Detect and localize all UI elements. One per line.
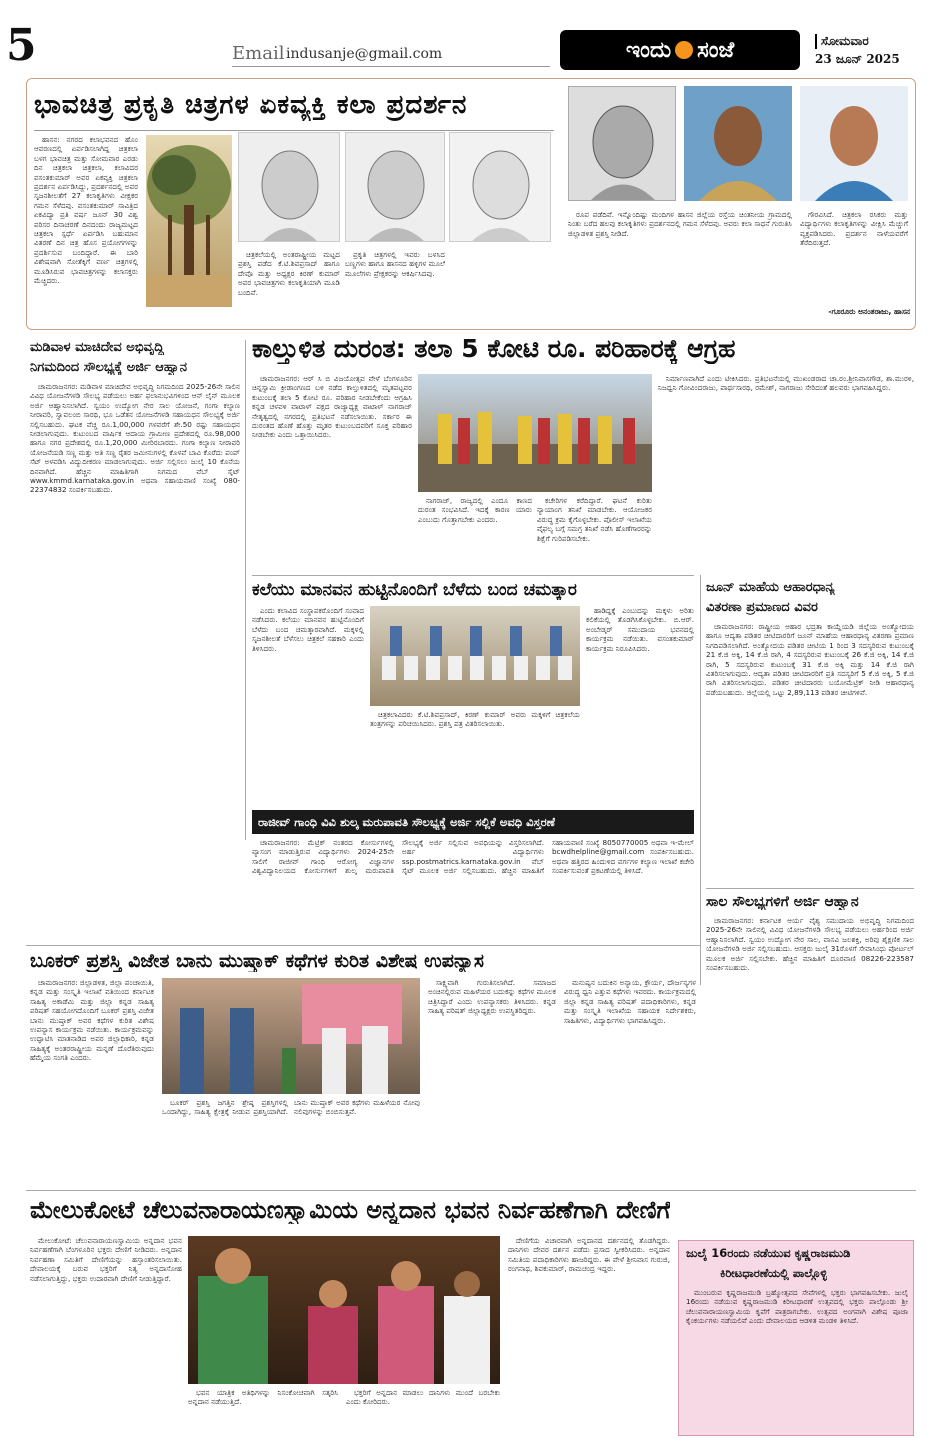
booker-col-far <box>564 978 696 1168</box>
portrait-sketch-2 <box>345 132 445 242</box>
kaleya-col-left <box>252 606 364 806</box>
kaleya-col-right <box>586 606 694 806</box>
booker-col-right <box>428 978 556 1168</box>
portrait-sketch-4 <box>568 86 676 201</box>
art-story-text-3: ಪ್ರಕೃತಿ ಚಿತ್ರಗಳಲ್ಲಿ ಇವರು ಬಳಸಿದ ಬಣ್ಣಗಳು ಹಾಗೂ ಹಾಸನದ ಹಳ್ಳಿಗಳ ಮೂಲೆ ಮೂಲೆಗಳು ಪ್ರೇಕ್ಷಕರನ್ನು ಆಕರ್ಷಿಸಿದವು. <box>345 250 445 278</box>
portrait-photo-2 <box>800 86 908 201</box>
art-story-text-2: ಚಿತ್ರಕಲೆಯಲ್ಲಿ ಅಂತರಾಷ್ಟ್ರೀಯ ಮಟ್ಟದ ಪ್ರಶಸ್ತಿ ಪಡೆದ ಕೆ.ಟಿ.ಶಿವಪ್ರಸಾದ್ ಹಾಗೂ ದೇವೊ ಮತ್ತು ಅಧ್ಯಕ್ಷರ ಕಿರಣ್ ಕುಮಾರ್ ಅವರ ಭಾವಚಿತ್ರಗಳು ಕಲಾಕೃತಿಯಾಗಿ ಮೂಡಿ ಬಂದಿವೆ. <box>238 250 340 297</box>
kaleya-headline: ಕಲೆಯು ಮಾನವನ ಹುಟ್ಟಿನೊಂದಿಗೆ ಬೆಳೆದು ಬಂದ ಚಮತ್ಕಾರ <box>252 580 577 600</box>
rajiv-headline-bar <box>252 810 694 834</box>
june-ration-headline-1: ಜೂನ್ ಮಾಹೆಯ ಆಹಾರಧಾನ್ಯ <box>706 580 835 595</box>
rajiv-body <box>252 838 694 948</box>
melukote-text-left: ಮೇಲುಕೋಟೆ: ಚೆಲುವನಾರಾಯಣಸ್ವಾಮಿಯ ಅನ್ನದಾನ ಭವನ ನಿರ್ವಹಣೆಗಾಗಿ ಬೆಂಗಳೂರಿನ ಭಕ್ತರು ದೇಣಿಗೆ ನೀಡಿದರು. ಅನ್ನದಾನ ನಿರ್ವಹಣಾ ಸಮಿತಿಗೆ ದೇಣಿಗೆಯನ್ನು ಹಸ್ತಾಂತರಿಸಲಾಯಿತು. ದೇವಾಲಯಕ್ಕೆ ಬರುವ ಭಕ್ತರಿಗೆ ನಿತ್ಯ ಅನ್ನದಾಸೋಹ ನಡೆಸಲಾಗುತ್ತಿದ್ದು, ಭಕ್ತರು ಉದಾರವಾಗಿ ದೇಣಿಗೆ ನೀಡುತ್ತಿದ್ದಾರೆ. <box>30 1236 182 1283</box>
sala-headline: ಸಾಲ ಸೌಲಭ್ಯಗಳಿಗೆ ಅರ್ಜಿ ಆಹ್ವಾನ <box>706 894 859 910</box>
kalthuleetha-text-right: ನಿರ್ಮಾಣವಾಗಿದೆ ಎಂದು ಟೀಕಿಸಿದರು. ಪ್ರತಿಭಟನೆಯಲ್ಲಿ ಮುಖಂಡರಾದ ಚಾ.ರಂ.ಶ್ರೀನಿವಾಸಗೌಡ, ಶಾ.ಮುರಳಿ, ನಿಜಧ್ವನಿ ಗೋವಿಂದರಾಜು, ಪಾರ್ಥಸಾರಥಿ, ರಮೇಶ್, ನಾಗರಾಜು ಸೇರಿದಂತೆ ಹಲವರು ಭಾಗವಹಿಸಿದ್ದರು. <box>658 374 914 393</box>
logo-sun-icon <box>675 41 693 59</box>
art-story-col-2 <box>238 250 340 326</box>
june-ration-text: ಚಾಮರಾಜನಗರ: ರಾಷ್ಟ್ರೀಯ ಆಹಾರ ಭದ್ರತಾ ಕಾಯ್ದೆಯಡಿ ಜಿಲ್ಲೆಯ ಅಂತ್ಯೋದಯ ಹಾಗೂ ಆದ್ಯತಾ ಪಡಿತರ ಚೀಟಿದಾರರಿಗೆ ಜೂನ್ ಮಾಹೆಯ ಆಹಾರಧಾನ್ಯ ವಿತರಣಾ ಪ್ರಮಾಣ ನಿಗದಿಪಡಿಸಲಾಗಿದೆ. ಅಂತ್ಯೋದಯ ಪಡಿತರ ಚೀಟಿಯ 1 ರಿಂದ 3 ಸದಸ್ಯರಿರುವ ಕುಟುಂಬಕ್ಕೆ 21 ಕೆ.ಜಿ ಅಕ್ಕಿ, 14 ಕೆ.ಜಿ ರಾಗಿ, 4 ಸದಸ್ಯರಿರುವ ಕುಟುಂಬಕ್ಕೆ 26 ಕೆ.ಜಿ ಅಕ್ಕಿ, 14 ಕೆ.ಜಿ ರಾಗಿ, 5 ಸದಸ್ಯರಿರುವ ಕುಟುಂಬಕ್ಕೆ 31 ಕೆ.ಜಿ ಅಕ್ಕಿ ಮತ್ತು 14 ಕೆ.ಜಿ ರಾಗಿ ವಿತರಿಸಲಾಗುವುದು. ಆದ್ಯತಾ ಪಡಿತರ ಚೀಟಿದಾರರಿಗೆ ಪ್ರತಿ ಸದಸ್ಯರಿಗೆ 5 ಕೆ.ಜಿ ಅಕ್ಕಿ, 5 ಕೆ.ಜಿ ರಾಗಿ ವಿತರಿಸಲಾಗುವುದು. ಪಡಿತರ ಚೀಟಿದಾರರು ಬಯೋಮೆಟ್ರಿಕ್ ನೀಡಿ ಆಹಾರಧಾನ್ಯ ಪಡೆಯಬಹುದು. ಜಿಲ್ಲೆಯಲ್ಲಿ ಒಟ್ಟು 2,89,113 ಪಡಿತರ ಚೀಟಿಗಳಿವೆ. <box>706 622 914 697</box>
melukote-donation-photo <box>188 1236 500 1384</box>
sala-text: ಚಾಮರಾಜನಗರ: ಕರ್ನಾಟಕ ಆರ್ಯ ವೈಶ್ಯ ಸಮುದಾಯ ಅಭಿವೃದ್ಧಿ ನಿಗಮದಿಂದ 2025-26ನೇ ಸಾಲಿನಲ್ಲಿ ವಿವಿಧ ಯೋಜನೆಗಳಡಿ ಸೌಲಭ್ಯ ಪಡೆಯಲು ಅರ್ಹರಿಂದ ಅರ್ಜಿ ಆಹ್ವಾನಿಸಲಾಗಿದೆ. ಸ್ವಯಂ ಉದ್ಯೋಗ ನೇರ ಸಾಲ, ವಾಸವಿ ಜಲಶಕ್ತಿ, ಅರಿವು ಶೈಕ್ಷಣಿಕ ಸಾಲ ಯೋಜನೆಗಳಡಿ ಅರ್ಜಿ ಸಲ್ಲಿಸಬಹುದು. ಆಸಕ್ತರು ಜುಲೈ 31ರೊಳಗೆ ಸೇವಾಸಿಂಧು ಪೋರ್ಟಲ್ ಮೂಲಕ ಅರ್ಜಿ ಸಲ್ಲಿಸಬೇಕು. ಹೆಚ್ಚಿನ ಮಾಹಿತಿಗೆ ದೂರವಾಣಿ 08226-223587 ಸಂಪರ್ಕಿಸಬಹುದು. <box>706 916 914 973</box>
kalthuleetha-text-mid: ಕಚೇರಿಗಳ ಕರೆದಿದ್ದಾರೆ. ಘಟನೆ ಕುರಿತು ನ್ಯಾಯಾಂಗ ತನಿಖೆ ಮಾಡಬೇಕು. ಆಯೋಜಕರ ವಿರುದ್ಧ ಕ್ರಮ ಕೈಗೊಳ್ಳಬೇಕು. ಪೊಲೀಸ್ ಇಲಾಖೆಯ ವೈಫಲ್ಯ ಬಗ್ಗೆ ಸಮಗ್ರ ತನಿಖೆ ನಡೆಸಿ ಹೊಣೆಗಾರರನ್ನು ಶಿಕ್ಷೆಗೆ ಗುರಿಪಡಿಸಬೇಕು. <box>537 496 652 543</box>
art-story-col-1 <box>34 135 138 325</box>
booker-event-photo <box>162 978 420 1094</box>
art-story-text-1: ಹಾಸನ: ನಗರದ ಕಲಾಭವನದ ಹೊಂ ಆವರಣದಲ್ಲಿ ಏರ್ಪಡಿಸಲಾಗಿದ್ದ ಚಿತ್ರಕಲಾ ಬಳಗ ಭಾವಚಿತ್ರ ಮತ್ತು ಸೋಮವಾರ ಎರಡು ದಿನ ಚಿತ್ರಕಲಾ ಚಿತ್ರಕಲಾ, ಕಲಾವಿದರ ವಸಂತಕುಮಾರ್ ಅವರ ಏಕವ್ಯಕ್ತಿ ಚಿತ್ರಕಲಾ ಪ್ರದರ್ಶನ ಏರ್ಪಡಿಸಿದ್ದು, ಪ್ರದರ್ಶನದಲ್ಲಿ ಅವರ ಸೃಜನಶೀಲತೆಗೆ 27 ಕಲಾಕೃತಿಗಳು ವೀಕ್ಷಕರ ಗಮನ ಸೆಳೆದವು. ವಸಂತಕುಮಾರ್ ಸಾವಿತ್ರಿದ ಏಕವಿದ್ಯಾ ಪ್ರತಿ ವರ್ಷ ಜೂನ್ 30 ವಿಶ್ವ ಪರಿಸರ ದಿನಾಚರಣೆ ದಿನದಂದು ರಾಜ್ಯಮಟ್ಟದ ಚಿತ್ರಕಲಾ ಸ್ಪರ್ಧೆ ಏರ್ಪಡಿಸಿ ಬಹುಮಾನ ವಿತರಣೆ ದಿನ ಚಿತ್ರ ಹೊಸ ಪ್ರಯೋಗಗಳನ್ನು ಪ್ರದರ್ಶಿಸುವ ಬಂದಿದ್ದಾರೆ. ಈ ಬಾರಿ ವಿಶೇಷವಾಗಿ ಸೋತೆಕ್ಕಿಗೆ ವರ್ಣ ಚಿತ್ರಗಳಲ್ಲಿ ಮೂಡಿಸಿರುವ ಭಾವಚಿತ್ರಗಳನ್ನು ಕಲಾಸಕ್ತರು ಮೆಚ್ಚಿದರು. <box>34 135 138 286</box>
madivala-headline-2: ನಿಗಮದಿಂದ ಸೌಲಭ್ಯಕ್ಕೆ ಅರ್ಜಿ ಆಹ್ವಾನ <box>30 360 187 375</box>
june-ration-body <box>706 622 914 884</box>
art-story-headline: ಭಾವಚಿತ್ರ ಪ್ರಕೃತಿ ಚಿತ್ರಗಳ ಏಕವ್ಯಕ್ತಿ ಕಲಾ ಪ್ರದರ್ಶನ <box>34 90 468 120</box>
email-label: Email <box>232 43 285 64</box>
melukote-col-far <box>508 1236 670 1436</box>
portrait-sketch-1 <box>238 132 340 242</box>
masthead-logo <box>560 30 800 70</box>
art-story-text-5: ಗೌರವಿಸಿದೆ. ಚಿತ್ರಕಲಾ ರಸಿಕರು ಮತ್ತು ವಿದ್ಯಾರ್ಥಿಗಳು ಕಲಾಕೃತಿಗಳನ್ನು ವೀಕ್ಷಿಸಿ ಮೆಚ್ಚುಗೆ ವ್ಯಕ್ತಪಡಿಸಿದರು. ಪ್ರದರ್ಶನ ನಾಳೆಯವರೆಗೆ ತೆರೆದಿರುತ್ತದೆ. <box>800 210 908 248</box>
logo-text-left: ಇಂದು <box>625 37 672 63</box>
logo-text-right: ಸಂಜೆ <box>697 37 735 63</box>
kaleya-text-mid: ಚಿತ್ರಕಲಾವಿದರು ಕೆ.ಟಿ.ಶಿವಪ್ರಸಾದ್, ಕಿರಣ್ ಕುಮಾರ್ ಅವರು ಮಕ್ಕಳಿಗೆ ಚಿತ್ರಕಲೆಯ ತಂತ್ರಗಳನ್ನು ಪರಿಚಯಿಸಿದರು. ಪ್ರಶಸ್ತಿ ಪತ್ರ ವಿತರಿಸಲಾಯಿತು. <box>370 710 580 729</box>
kalthuleetha-col-mid <box>537 496 652 570</box>
melukote-text-right: ಭಕ್ತರಿಗೆ ಅನ್ನದಾನ ಮಾಡಲು ದಾನಿಗಳು ಮುಂದೆ ಬರಬೇಕು ಎಂದು ಕೋರಿದರು. <box>346 1388 500 1407</box>
july16-headline-1: ಜುಲೈ 16ರಂದು ನಡೆಯುವ ಕೃಷ್ಣರಾಜಮುಡಿ <box>686 1246 851 1260</box>
kalthuleetha-caption <box>418 496 532 570</box>
melukote-col-left <box>30 1236 182 1436</box>
june-ration-headline-2: ವಿತರಣಾ ಪ್ರಮಾಣದ ವಿವರ <box>706 600 818 615</box>
email-address: indusanje@gmail.com <box>286 46 443 62</box>
booker-text-far: ಮನುಷ್ಯನ ಬದುಕಿನ ಅನ್ಯಾಯ, ಕ್ರೌರ್ಯ, ದೌರ್ಜನ್ಯಗಳ ವಿರುದ್ಧ ಧ್ವನಿ ಎತ್ತುವ ಕಥೆಗಳು ಇವರದು. ಕಾರ್ಯಕ್ರಮದಲ್ಲಿ ಜಿಲ್ಲಾ ಕನ್ನಡ ಸಾಹಿತ್ಯ ಪರಿಷತ್ ಪದಾಧಿಕಾರಿಗಳು, ಕನ್ನಡ ಮತ್ತು ಸಂಸ್ಕೃತಿ ಇಲಾಖೆಯ ಸಹಾಯಕ ನಿರ್ದೇಶಕರು, ಸಾಹಿತಿಗಳು, ವಿದ್ಯಾರ್ಥಿಗಳು ಭಾಗವಹಿಸಿದ್ದರು. <box>564 978 696 1025</box>
art-story-col-3 <box>345 250 445 326</box>
booker-text-mid: ಬೂಕರ್ ಪ್ರಶಸ್ತಿ ಜಗತ್ತಿನ ಶ್ರೇಷ್ಠ ಪ್ರಶಸ್ತಿಗಳಲ್ಲಿ ಒಂದಾಗಿದ್ದು, ಸಾಹಿತ್ಯ ಕ್ಷೇತ್ರಕ್ಕೆ ನೀಡುವ ಪ್ರಶಸ್ತಿಯಾಗಿದೆ. ಬಾನು ಮುಷ್ತಾಕ್ ಅವರ ಕಥೆಗಳು ಮಹಿಳೆಯರ ನೋವು ನಲಿವುಗಳನ್ನು ಬಿಂಬಿಸುತ್ತವೆ. <box>162 1098 420 1117</box>
portrait-sketch-3 <box>449 132 551 242</box>
weekday: ಸೋಮವಾರ <box>815 34 869 49</box>
melukote-col-mid <box>188 1388 338 1436</box>
page-number: 5 <box>6 20 37 71</box>
sala-body <box>706 916 914 1186</box>
melukote-text-mid: ಭವನ ಯಾತ್ರಿಕ ಅತಿಥಿಗಳನ್ನು ನಿಸಂಕೋಚವಾಗಿ ಸತ್ಕರಿಸಿ ಅನ್ನದಾನ ನಡೆಯುತ್ತಿದೆ. <box>188 1388 338 1407</box>
kalthuleetha-headline: ಕಾಲ್ತುಳಿತ ದುರಂತ: ತಲಾ 5 ಕೋಟಿ ರೂ. ಪರಿಹಾರಕ್ಕೆ ಆಗ್ರಹ <box>252 334 736 363</box>
booker-col-mid <box>162 1098 420 1168</box>
portrait-photo-1 <box>684 86 792 201</box>
kalthuleetha-col-left <box>252 374 412 570</box>
rajiv-headline: ರಾಜೀವ್ ಗಾಂಧಿ ವಿವಿ ಶುಲ್ಕ ಮರುಪಾವತಿ ಸೌಲಭ್ಯಕ್ಕೆ ಅರ್ಜಿ ಸಲ್ಲಿಕೆ ಅವಧಿ ವಿಸ್ತರಣೆ <box>258 814 556 829</box>
tree-painting-svg <box>146 135 232 307</box>
july16-body <box>686 1288 908 1430</box>
tree-painting <box>146 135 232 307</box>
kalthuleetha-caption-text: ನಾಗರಾಜ್, ರಾಜ್ಯದಲ್ಲಿ ಎಂದೂ ಕಾಣದ ದುರಂತ ಸಂಭವಿಸಿದೆ. ಇದಕ್ಕೆ ಕಾರಣ ಯಾರು ಎಂಬುದು ಗೊತ್ತಾಗಬೇಕು ಎಂದರು. <box>418 496 532 524</box>
melukote-col-right <box>346 1388 500 1436</box>
booker-col-left <box>30 978 154 1168</box>
kalthuleetha-text-left: ಚಾಮರಾಜನಗರ: ಆರ್ ಸಿ ಬಿ ವಿಜಯೋತ್ಸವ ವೇಳೆ ಬೆಂಗಳೂರಿನ ಚಿನ್ನಸ್ವಾಮಿ ಕ್ರೀಡಾಂಗಣದ ಬಳಿ ನಡೆದ ಕಾಲ್ತುಳಿತದಲ್ಲಿ ಮೃತಪಟ್ಟವರ ಕುಟುಂಬಕ್ಕೆ ತಲಾ 5 ಕೋಟಿ ರೂ. ಪರಿಹಾರ ನೀಡಬೇಕೆಂದು ಆಗ್ರಹಿಸಿ ಕನ್ನಡ ಚಳವಳಿ ವಾಟಾಳ್ ಪಕ್ಷದ ರಾಜ್ಯಾಧ್ಯಕ್ಷ ವಾಟಾಳ್ ನಾಗರಾಜ್ ನೇತೃತ್ವದಲ್ಲಿ ನಗರದಲ್ಲಿ ಪ್ರತಿಭಟನೆ ನಡೆಸಲಾಯಿತು. ಸರ್ಕಾರ ಈ ದುರಂತದ ಹೊಣೆ ಹೊತ್ತು ಮೃತರ ಕುಟುಂಬದವರಿಗೆ ಸೂಕ್ತ ಪರಿಹಾರ ನೀಡಬೇಕು ಎಂದು ಒತ್ತಾಯಿಸಿದರು. <box>252 374 412 440</box>
melukote-headline: ಮೇಲುಕೋಟೆ ಚೆಲುವನಾರಾಯಣಸ್ವಾಮಿಯ ಅನ್ನದಾನ ಭವನ ನಿರ್ವಹಣೆಗಾಗಿ ದೇಣಿಗೆ <box>30 1196 671 1224</box>
madivala-body <box>30 382 240 840</box>
art-story-byline: -ಗೂರೂರು ಅನಂತರಾಜು, ಹಾಸನ <box>828 307 910 316</box>
art-story-col-4 <box>568 210 792 326</box>
booker-text-left: ಚಾಮರಾಜನಗರ: ಜಿಲ್ಲಾಡಳಿತ, ಜಿಲ್ಲಾ ಪಂಚಾಯಿತಿ, ಕನ್ನಡ ಮತ್ತು ಸಂಸ್ಕೃತಿ ಇಲಾಖೆ ವತಿಯಿಂದ ಕರ್ನಾಟಕ ಸಾಹಿತ್ಯ ಅಕಾಡೆಮಿ ಮತ್ತು ಜಿಲ್ಲಾ ಕನ್ನಡ ಸಾಹಿತ್ಯ ಪರಿಷತ್ ಸಹಯೋಗದೊಂದಿಗೆ ಬೂಕರ್ ಪ್ರಶಸ್ತಿ ವಿಜೇತ ಬಾನು ಮುಷ್ತಾಕ್ ಅವರ ಕಥೆಗಳ ಕುರಿತ ವಿಶೇಷ ಉಪನ್ಯಾಸ ಕಾರ್ಯಕ್ರಮ ನಡೆಯಿತು. ಕಾರ್ಯಕ್ರಮವನ್ನು ಉದ್ಘಾಟಿಸಿ ಮಾತನಾಡಿದ ಅಪರ ಜಿಲ್ಲಾಧಿಕಾರಿ, ಕನ್ನಡ ಸಾಹಿತ್ಯಕ್ಕೆ ಅಂತರರಾಷ್ಟ್ರೀಯ ಮನ್ನಣೆ ದೊರೆತಿರುವುದು ಹೆಮ್ಮೆಯ ಸಂಗತಿ ಎಂದರು. <box>30 978 154 1063</box>
kaleya-text-right: ಹಾಡಿದ್ದಕ್ಕೆ ಎಂಬುದನ್ನು ಮಕ್ಕಳು ಅರಿತು ಕಲಿಕೆಯಲ್ಲಿ ತೊಡಗಿಸಿಕೊಳ್ಳಬೇಕು. ಬಿ.ಆರ್. ಅಂಬೇಡ್ಕರ್ ಸಮುದಾಯ ಭವನದಲ್ಲಿ ಕಾರ್ಯಕ್ರಮ ನಡೆಯಿತು. ವಸಂತಕುಮಾರ್ ಕಾರ್ಯಕ್ರಮ ನಿರೂಪಿಸಿದರು. <box>586 606 694 653</box>
protest-photo <box>418 374 652 492</box>
masthead-rule <box>232 66 550 67</box>
madivala-headline-1: ಮಡಿವಾಳ ಮಾಚಿದೇವ ಅಭಿವೃದ್ಧಿ <box>30 340 164 355</box>
kaleya-group-photo <box>370 606 580 706</box>
art-story-col-5 <box>800 210 908 306</box>
kaleya-col-mid <box>370 710 580 806</box>
kaleya-text-left: ಎಂದು ಕಲಾವಿದ ಸಂಸ್ಥಾಪಕರೊಂದಿಗೆ ಸಂವಾದ ನಡೆಸಿದರು. ಕಲೆಯು ಮಾನವನ ಹುಟ್ಟಿನೊಂದಿಗೆ ಬೆಳೆದು ಬಂದ ಚಮತ್ಕಾರವಾಗಿದೆ. ಮಕ್ಕಳಲ್ಲಿ ಸೃಜನಶೀಲತೆ ಬೆಳೆಸಲು ಚಿತ್ರಕಲೆ ಸಹಕಾರಿ ಎಂದು ತಿಳಿಸಿದರು. <box>252 606 364 653</box>
issue-date: 23 ಜೂನ್ 2025 <box>815 52 900 66</box>
booker-text-right: ಸಾಕ್ಷ್ಯವಾಗಿ ಗುರುತಿಸಲಾಗಿದೆ. ಸಮಾಜದ ಅಂಚಿನಲ್ಲಿರುವ ಮಹಿಳೆಯರ ಬದುಕನ್ನು ಕಥೆಗಳ ಮೂಲಕ ಚಿತ್ರಿಸಿದ್ದಾರೆ ಎಂದು ಉಪನ್ಯಾಸಕರು ತಿಳಿಸಿದರು. ಕನ್ನಡ ಸಾಹಿತ್ಯ ಪರಿಷತ್ ಜಿಲ್ಲಾಧ್ಯಕ್ಷರು ಉಪಸ್ಥಿತರಿದ್ದರು. <box>428 978 556 1016</box>
july16-headline-2: ಕಿರೀಟಧಾರಣೆಯಲ್ಲಿ ಪಾಲ್ಗೊಳ್ಳಿ <box>720 1266 828 1280</box>
madivala-text: ಚಾಮರಾಜನಗರ: ಮಡಿವಾಳ ಮಾಚಿದೇವ ಅಭಿವೃದ್ಧಿ ನಿಗಮದಿಂದ 2025-26ನೇ ಸಾಲಿನ ವಿವಿಧ ಯೋಜನೆಗಳಡಿ ಸೌಲಭ್ಯ ಪಡೆಯಲು ಅರ್ಹ ಫಲಾನುಭವಿಗಳಿಂದ ಆನ್ ಲೈನ್ ಮೂಲಕ ಅರ್ಜಿ ಆಹ್ವಾನಿಸಲಾಗಿದೆ. ಸ್ವಯಂ ಉದ್ಯೋಗ ನೇರ ಸಾಲ ಯೋಜನೆ, ಗಂಗಾ ಕಲ್ಯಾಣ ನೀರಾವರಿ, ಸ್ವಾವಲಂಬಿ ಸಾರಥಿ, ಭೂ ಒಡೆತನ ಯೋಜನೆಗಳಡಿ ಸಹಾಯಧನ ಸೌಲಭ್ಯಕ್ಕೆ ಅರ್ಜಿ ಸಲ್ಲಿಸಬಹುದು. ಘಟಕ ವೆಚ್ಚ ರೂ.1,00,000 ಗಳವರೆಗೆ ಶೇ.50 ರಷ್ಟು ಸಹಾಯಧನ ನೀಡಲಾಗುವುದು. ಕುಟುಂಬದ ವಾರ್ಷಿಕ ಆದಾಯ ಗ್ರಾಮೀಣ ಪ್ರದೇಶದಲ್ಲಿ ರೂ.98,000 ಹಾಗೂ ನಗರ ಪ್ರದೇಶದಲ್ಲಿ ರೂ.1,20,000 ಮೀರಿರಬಾರದು. ಗಂಗಾ ಕಲ್ಯಾಣ ನೀರಾವರಿ ಯೋಜನೆಯಡಿ ಸಣ್ಣ ಮತ್ತು ಅತಿ ಸಣ್ಣ ರೈತರ ಜಮೀನುಗಳಲ್ಲಿ ಕೊಳವೆ ಬಾವಿ ಕೊರೆದು ಪಂಪ್ ಸೆಟ್ ಅಳವಡಿಸಿ ವಿದ್ಯುದೀಕರಣ ಮಾಡಲಾಗುವುದು. ಅರ್ಜಿ ಸಲ್ಲಿಸಲು ಜುಲೈ 10 ಕೊನೆಯ ದಿನವಾಗಿದೆ. ಹೆಚ್ಚಿನ ಮಾಹಿತಿಗಾಗಿ ನಿಗಮದ ವೆಬ್ ಸೈಟ್ www.kmmd.karnataka.gov.in ಅಥವಾ ಸಹಾಯವಾಣಿ ಸಂಖ್ಯೆ 080-22374832 ಸಂಪರ್ಕಿಸಬಹುದು. <box>30 382 240 495</box>
art-story-text-4: ರೂಪ ಪಡೆದಿವೆ. ಇನ್ನೊಂದಿಷ್ಟು ಮಂದಿಗಳ ಹಾಸನ ಜಿಲ್ಲೆಯ ರಸ್ತೆಯ ಚಿಂತನೀಯ ಗ್ರಾಮದಲ್ಲಿ ನಿಂತು ಬರೆದ ಹಲವು ಕಲಾಕೃತಿಗಳು ಪ್ರದರ್ಶನದಲ್ಲಿ ಗಮನ ಸೆಳೆದವು. ಅವರು ಕಲಾ ಸಾಧನೆ ಗುರುತಿಸಿ ಜಿಲ್ಲಾಡಳಿತ ಪ್ರಶಸ್ತಿ ನೀಡಿದೆ. <box>568 210 792 238</box>
booker-headline: ಬೂಕರ್ ಪ್ರಶಸ್ತಿ ವಿಜೇತ ಬಾನು ಮುಷ್ತಾಕ್ ಕಥೆಗಳ ಕುರಿತ ವಿಶೇಷ ಉಪನ್ಯಾಸ <box>30 950 484 972</box>
melukote-text-far: ದೇಣಿಗೆಯ ವಿಚಾರವಾಗಿ ಅನ್ನದಾನದ ದರ್ಶನದಲ್ಲಿ ತೊಡಗಿದ್ದರು. ದಾನಿಗಳು ದೇವರ ದರ್ಶನ ಪಡೆದು ಪ್ರಸಾದ ಸ್ವೀಕರಿಸಿದರು. ಅನ್ನದಾನ ಸಮಿತಿಯ ಪದಾಧಿಕಾರಿಗಳು ಹಾಜರಿದ್ದರು. ಈ ವೇಳೆ ಶ್ರೀನಿವಾಸ ಗುರುಜಿ, ರಂಗನಾಥ, ಶಿವಕುಮಾರ್, ರಾಮಚಂದ್ರ ಇದ್ದರು. <box>508 1236 670 1274</box>
kalthuleetha-col-right <box>658 374 914 570</box>
rajiv-text: ಚಾಮರಾಜನಗರ: ಮೆಟ್ರಿಕ್ ನಂತರದ ಕೋರ್ಸುಗಳಲ್ಲಿ ವ್ಯಾಸಂಗ ಮಾಡುತ್ತಿರುವ ವಿದ್ಯಾರ್ಥಿಗಳು 2024-25ನೇ ಸಾಲಿಗೆ ರಾಜೀವ್ ಗಾಂಧಿ ಆರೋಗ್ಯ ವಿಜ್ಞಾನಗಳ ವಿಶ್ವವಿದ್ಯಾನಿಲಯದ ಕೋರ್ಸುಗಳಿಗೆ ಶುಲ್ಕ ಮರುಪಾವತಿ ಸೌಲಭ್ಯಕ್ಕೆ ಅರ್ಜಿ ಸಲ್ಲಿಸುವ ಅವಧಿಯನ್ನು ವಿಸ್ತರಿಸಲಾಗಿದೆ. ಅರ್ಹ ವಿದ್ಯಾರ್ಥಿಗಳು ssp.postmatrics.karnataka.gov.in ವೆಬ್ ಸೈಟ್ ಮೂಲಕ ಅರ್ಜಿ ಸಲ್ಲಿಸಬಹುದು. ಹೆಚ್ಚಿನ ಮಾಹಿತಿಗೆ ಸಹಾಯವಾಣಿ ಸಂಖ್ಯೆ 8050770005 ಅಥವಾ ಇ-ಮೇಲ್ bcwdhelpline@gmail.com ಸಂಪರ್ಕಿಸಬಹುದು. ಅಥವಾ ಹತ್ತಿರದ ಹಿಂದುಳಿದ ವರ್ಗಗಳ ಕಲ್ಯಾಣ ಇಲಾಖೆ ಕಚೇರಿ ಸಂಪರ್ಕಿಸುವಂತೆ ಪ್ರಕಟಣೆಯಲ್ಲಿ ತಿಳಿಸಿದೆ. <box>252 838 694 876</box>
july16-text: ಮುಂಬರುವ ಕೃಷ್ಣರಾಜಮುಡಿ ಬ್ರಹ್ಮೋತ್ಸವದ ಸೇವೆಗಳಲ್ಲಿ ಭಕ್ತರು ಭಾಗವಹಿಸಬೇಕು. ಜುಲೈ 16ರಂದು ನಡೆಯುವ ಕೃಷ್ಣರಾಜಮುಡಿ ಕಿರೀಟಧಾರಣೆ ಉತ್ಸವದಲ್ಲಿ ಭಕ್ತರು ಪಾಲ್ಗೊಂಡು ಶ್ರೀ ಚೆಲುವನಾರಾಯಣಸ್ವಾಮಿಯ ಕೃಪೆಗೆ ಪಾತ್ರರಾಗಬೇಕು. ಉತ್ಸವದ ಅಂಗವಾಗಿ ವಿಶೇಷ ಪೂಜಾ ಕೈಂಕರ್ಯಗಳು ನಡೆಯಲಿವೆ ಎಂದು ದೇವಾಲಯದ ಆಡಳಿತ ಮಂಡಳಿ ತಿಳಿಸಿದೆ. <box>686 1288 908 1326</box>
